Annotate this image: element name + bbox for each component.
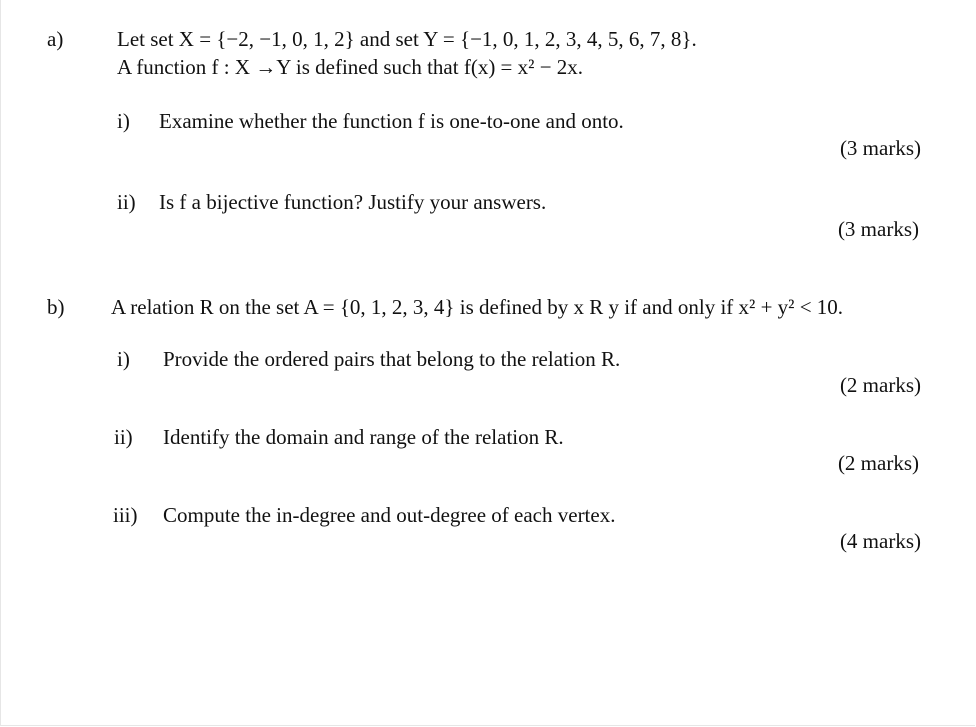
part-a-ii-label: ii) <box>117 190 136 214</box>
part-b-label: b) <box>47 295 65 319</box>
part-b-i-label: i) <box>117 347 130 371</box>
part-b-ii-marks: (2 marks) <box>837 451 919 475</box>
part-a-i-marks: (3 marks) <box>839 136 921 160</box>
part-b-iii-text: Compute the in-degree and out-degree of each vertex. <box>163 503 616 527</box>
part-b-iii-label: iii) <box>113 503 138 527</box>
part-b-i-marks: (2 marks) <box>839 373 921 397</box>
part-b-ii-label: ii) <box>114 425 133 449</box>
part-b-line1: A relation R on the set A = {0, 1, 2, 3, 4} is defined by x R y if and only if x² + y² < 10. <box>111 295 844 319</box>
part-a-ii-text: Is f a bijective function? Justify your answers. <box>159 190 547 214</box>
part-b-i-text: Provide the ordered pairs that belong to the relation R. <box>163 347 621 371</box>
part-a-line2: A function f : X →Y is defined such that f(x) = x² − 2x. <box>117 55 584 79</box>
part-b-ii-text: Identify the domain and range of the relation R. <box>163 425 564 449</box>
part-a-ii-marks: (3 marks) <box>837 217 919 241</box>
part-a-i-label: i) <box>117 109 130 133</box>
part-a-i-text: Examine whether the function f is one-to-one and onto. <box>159 109 624 133</box>
part-b-iii-marks: (4 marks) <box>839 529 921 553</box>
part-a-line1: Let set X = {−2, −1, 0, 1, 2} and set Y = {−1, 0, 1, 2, 3, 4, 5, 6, 7, 8}. <box>117 27 697 51</box>
part-a-label: a) <box>47 27 64 51</box>
